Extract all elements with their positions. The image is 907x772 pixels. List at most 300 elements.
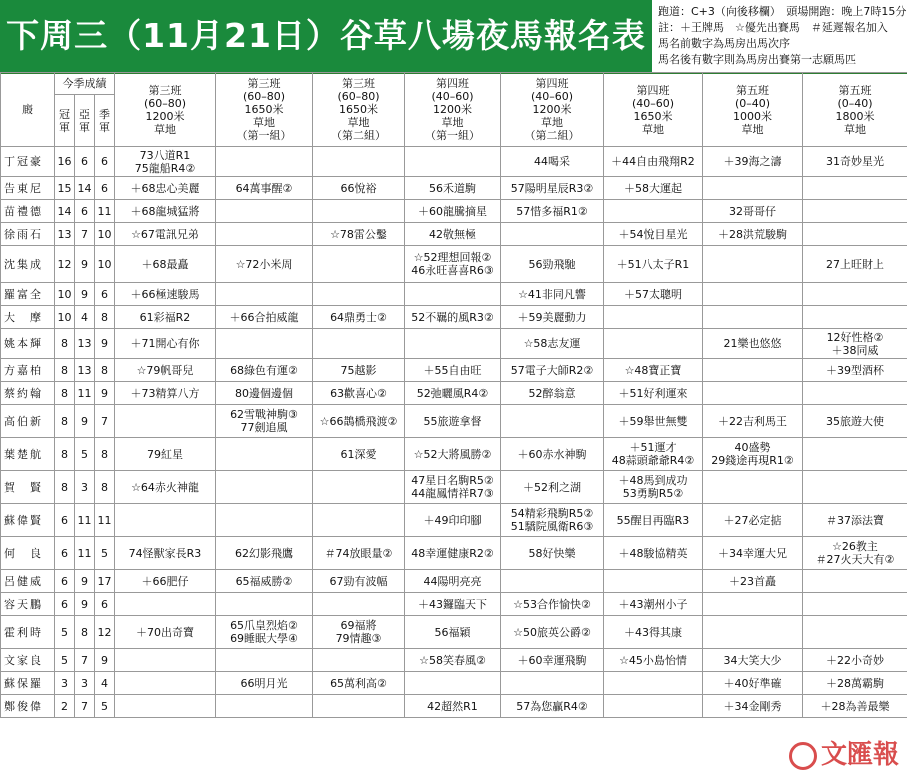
info-line: 跑道：C+3（向後移欄） 頭場開跑：晚上7時15分: [658, 5, 907, 18]
thirds-count: 8: [95, 306, 115, 329]
entry-cell: [803, 177, 907, 200]
season-header: 今季成績: [55, 73, 115, 95]
entry-cell: [703, 570, 803, 593]
entry-cell: [803, 405, 907, 438]
entry-cell: [501, 359, 604, 382]
horse-entry: ＋43得其康: [624, 625, 682, 639]
horse-entry: ＋60赤水神駒: [517, 447, 587, 461]
entry-cell: [115, 177, 216, 200]
horse-entry: 57為您贏R4②: [516, 699, 588, 713]
horse-entry: ☆66鵲橋飛渡②: [319, 414, 398, 428]
entry-cell: [405, 471, 501, 504]
seconds-count: 3: [75, 471, 95, 504]
wins-header: 冠 軍: [55, 95, 75, 147]
horse-entry: ☆52理想回報②: [413, 251, 492, 264]
horse-entry: 56福穎: [434, 625, 471, 639]
thirds-count: 6: [95, 593, 115, 616]
wins-count: 16: [55, 147, 75, 177]
seconds-count: 9: [75, 246, 95, 283]
entry-cell: [604, 504, 703, 537]
info-line: 註：＋王牌馬 ☆優先出賽馬 ＃延遲報名加入: [658, 21, 888, 34]
jockey-name: 霍利時: [1, 616, 55, 649]
horse-entry: ☆58笑春風②: [419, 653, 486, 667]
horse-entry: ☆45小島怡情: [619, 653, 687, 667]
entry-cell: [501, 306, 604, 329]
horse-entry: 54精彩飛駒R5②: [510, 507, 594, 520]
horse-entry: ＋51運才: [629, 441, 677, 454]
entry-cell: [501, 593, 604, 616]
entry-cell: [501, 438, 604, 471]
entry-cell: [501, 329, 604, 359]
horse-entry: 68綠色有運②: [230, 363, 298, 377]
jockey-header: 廄: [1, 73, 55, 147]
entry-cell: [803, 695, 907, 718]
entry-cell: [501, 649, 604, 672]
race-header-line: (0–40): [734, 96, 771, 110]
horse-entry: ＋66肥仔: [141, 574, 189, 588]
entry-cell: [216, 200, 313, 223]
race-header-line: (40–60): [530, 90, 574, 103]
wins-count: 8: [55, 359, 75, 382]
thirds-count: 5: [95, 537, 115, 570]
horse-entry: ＋22小奇妙: [826, 653, 884, 667]
info-line: 馬名前數字為馬房出馬次序: [658, 37, 790, 50]
entry-cell: [115, 306, 216, 329]
horse-entry: ＋54悅目星光: [618, 227, 688, 241]
entry-cell: [501, 223, 604, 246]
table-row: [1, 306, 907, 329]
entry-cell: [405, 359, 501, 382]
horse-entry: ＋66合拍威龍: [229, 310, 299, 324]
race-header-line: (60–80): [337, 90, 380, 103]
race-header-line: (0–40): [837, 96, 873, 110]
entry-cell: [803, 200, 907, 223]
entry-cell: [216, 649, 313, 672]
entry-cell: [216, 147, 313, 177]
jockey-name: 蘇保羅: [1, 672, 55, 695]
entry-cell: [216, 246, 313, 283]
entry-cell: [115, 537, 216, 570]
table-row: [1, 504, 907, 537]
horse-entry: 66悅裕: [340, 181, 377, 195]
race-header: [313, 73, 405, 147]
horse-entry: 77劍追風: [240, 421, 288, 434]
table-row: [1, 382, 907, 405]
entry-cell: [501, 471, 604, 504]
race-header-line: 草地: [541, 116, 563, 129]
entry-cell: [501, 147, 604, 177]
horse-entry: ＋73精算八方: [130, 386, 200, 400]
wins-count: 2: [55, 695, 75, 718]
entry-cell: [703, 200, 803, 223]
table-row: [1, 223, 907, 246]
jockey-name: 大 摩: [1, 306, 55, 329]
horse-entry: 55醒目再臨R3: [616, 513, 690, 527]
wins-count: 8: [55, 382, 75, 405]
entry-cell: [313, 177, 405, 200]
entry-cell: [803, 649, 907, 672]
entry-cell: [216, 223, 313, 246]
horse-entry: ＋28為善最樂: [820, 699, 890, 713]
horse-entry: 12好性格②: [826, 330, 884, 344]
thirds-header: 季 軍: [95, 95, 115, 147]
thirds-count: 17: [95, 570, 115, 593]
entry-cell: [313, 695, 405, 718]
thirds-count: 6: [95, 283, 115, 306]
entry-cell: [216, 537, 313, 570]
watermark: [759, 734, 899, 770]
seconds-count: 7: [75, 695, 95, 718]
horse-entry: 52醉翁意: [528, 386, 576, 400]
horse-entry: 40盛勢: [734, 441, 771, 454]
thirds-count: 11: [95, 200, 115, 223]
newspaper-logo-icon: [789, 742, 817, 770]
horse-entry: ＋34幸運大兄: [718, 546, 787, 560]
entry-cell: [703, 246, 803, 283]
race-header: [604, 73, 703, 147]
horse-entry: 44喝采: [534, 155, 570, 168]
entry-cell: [604, 672, 703, 695]
race-header-line: 1650米: [339, 103, 378, 116]
table-row: [1, 329, 907, 359]
wins-count: 13: [55, 223, 75, 246]
horse-entry: ＋44自由飛翔R2: [611, 155, 695, 168]
entry-cell: [216, 695, 313, 718]
race-header-line: （第二組）: [524, 129, 580, 142]
horse-entry: ＃74放眼量②: [324, 546, 393, 560]
horse-entry: 58好快樂: [528, 546, 576, 560]
wins-count: 8: [55, 438, 75, 471]
horse-entry: ＋59美麗動力: [517, 310, 587, 324]
seconds-count: 14: [75, 177, 95, 200]
wins-count: 10: [55, 306, 75, 329]
entry-cell: [703, 695, 803, 718]
entry-cell: [703, 593, 803, 616]
race-header-line: (40–60): [431, 90, 474, 103]
horse-entry: 48蒜頭爺爺R4②: [611, 454, 695, 467]
race-header-line: 1650米: [244, 103, 284, 116]
horse-entry: 29錢途再現R1②: [711, 454, 794, 467]
entry-cell: [313, 616, 405, 649]
entry-cell: [803, 537, 907, 570]
horse-entry: ＋68龍城猛將: [130, 204, 200, 218]
thirds-count: 8: [95, 471, 115, 504]
race-header: [501, 73, 604, 147]
horse-entry: ☆79帆哥兒: [136, 363, 194, 377]
horse-entry: ＋38同威: [831, 343, 879, 357]
entry-cell: [405, 246, 501, 283]
horse-entry: 65爪皇烈焰②: [230, 619, 298, 632]
race-header-line: 第三班: [342, 77, 375, 90]
table-row: [1, 593, 907, 616]
entry-cell: [405, 223, 501, 246]
table-row: [1, 200, 907, 223]
seconds-count: 8: [75, 616, 95, 649]
horse-entry: 34大笑大少: [723, 653, 782, 667]
entry-cell: [703, 306, 803, 329]
entry-cell: [501, 570, 604, 593]
entry-cell: [501, 504, 604, 537]
horse-entry: 63歡喜心②: [330, 386, 387, 400]
info-box: [652, 0, 907, 72]
thirds-count: 7: [95, 405, 115, 438]
jockey-name: 賀 賢: [1, 471, 55, 504]
race-header-line: 第五班: [736, 83, 769, 97]
race-header-line: 1200米: [532, 103, 572, 116]
entry-cell: [604, 593, 703, 616]
thirds-count: 10: [95, 223, 115, 246]
entry-cell: [115, 405, 216, 438]
race-header-line: 草地: [154, 122, 176, 136]
entry-cell: [604, 438, 703, 471]
entry-cell: [115, 147, 216, 177]
jockey-name: 鄭俊偉: [1, 695, 55, 718]
entry-cell: [803, 471, 907, 504]
entry-cell: [604, 246, 703, 283]
horse-entry: 80邊個邊個: [235, 386, 293, 400]
entry-cell: [703, 616, 803, 649]
entry-cell: [604, 405, 703, 438]
entry-cell: [604, 570, 703, 593]
entry-cell: [703, 672, 803, 695]
horse-entry: ＋60龍騰摘星: [418, 204, 487, 218]
entry-cell: [405, 695, 501, 718]
entry-cell: [703, 405, 803, 438]
horse-entry: ＋28洪荒駿駒: [718, 227, 787, 241]
horse-entry: ☆26教主: [832, 540, 878, 553]
horse-entry: 53勇駒R5②: [622, 487, 684, 500]
race-header-line: （第二組）: [331, 129, 386, 142]
horse-entry: 35旅遊大使: [826, 414, 884, 428]
horse-entry: 66明月光: [240, 676, 288, 690]
entry-cell: [313, 438, 405, 471]
entry-cell: [313, 246, 405, 283]
race-header-line: 第四班: [436, 77, 469, 90]
table-row: [1, 570, 907, 593]
horse-entry: ＋59舉世無雙: [618, 414, 688, 428]
horse-entry: ＋40好準確: [723, 676, 782, 690]
horse-entry: 57陽明星辰R3②: [510, 181, 594, 195]
entry-cell: [313, 649, 405, 672]
race-header-line: 草地: [441, 116, 464, 129]
wins-count: 8: [55, 405, 75, 438]
race-header-line: 1800米: [835, 109, 875, 123]
seconds-count: 6: [75, 200, 95, 223]
wins-count: 6: [55, 593, 75, 616]
entry-cell: [216, 405, 313, 438]
entry-cell: [115, 200, 216, 223]
horse-entry: 64鼎勇士②: [330, 310, 387, 324]
entry-cell: [313, 570, 405, 593]
entries-table: [0, 72, 907, 718]
horse-entry: 44陽明亮亮: [423, 574, 482, 588]
horse-entry: 44龍鳳情祥R7③: [411, 487, 494, 500]
jockey-name: 高伯新: [1, 405, 55, 438]
table-row: [1, 405, 907, 438]
horse-entry: 57惜多福R1②: [516, 204, 588, 218]
race-header-line: 第三班: [247, 77, 281, 90]
entry-cell: [501, 616, 604, 649]
horse-entry: ＋28萬霸駒: [826, 676, 884, 690]
horse-entry: ＋68忠心美麗: [130, 181, 200, 195]
entry-cell: [501, 246, 604, 283]
entry-cell: [703, 438, 803, 471]
horse-entry: ☆41非同凡響: [518, 287, 586, 301]
horse-entry: 42敬無極: [429, 227, 476, 241]
entry-cell: [604, 283, 703, 306]
seconds-count: 7: [75, 649, 95, 672]
horse-entry: ＋22吉利馬王: [718, 414, 787, 428]
horse-entry: ☆67電訊兄弟: [131, 227, 199, 241]
horse-entry: ☆72小米周: [235, 257, 293, 271]
entry-cell: [405, 283, 501, 306]
horse-entry: ☆53合作愉快②: [513, 597, 591, 611]
horse-entry: 27上旺財上: [826, 257, 884, 271]
horse-entry: ＋39海之濤: [723, 155, 782, 168]
horse-entry: 48幸運健康R2②: [411, 546, 494, 560]
entry-cell: [313, 223, 405, 246]
entry-cell: [703, 147, 803, 177]
entry-cell: [501, 200, 604, 223]
seconds-count: 9: [75, 405, 95, 438]
horse-entry: ＃27火天大有②: [815, 553, 895, 566]
race-header: [405, 73, 501, 147]
entry-cell: [313, 382, 405, 405]
entry-cell: [115, 593, 216, 616]
horse-entry: 73八道R1: [139, 148, 191, 162]
entry-cell: [703, 649, 803, 672]
horse-entry: 69福將: [340, 619, 377, 632]
horse-entry: 65萬利高②: [330, 676, 387, 690]
entry-cell: [216, 616, 313, 649]
entry-cell: [405, 616, 501, 649]
jockey-name: 容天鵬: [1, 593, 55, 616]
wins-count: 14: [55, 200, 75, 223]
race-header-line: 第五班: [838, 83, 872, 97]
entry-cell: [803, 382, 907, 405]
entry-cell: [604, 471, 703, 504]
info-line: 馬名後有數字則為馬房出賽第一志願馬匹: [658, 53, 856, 66]
horse-entry: ＋51八太子R1: [616, 257, 690, 271]
entry-cell: [313, 471, 405, 504]
horse-entry: 64萬事醒②: [235, 181, 293, 195]
entry-cell: [405, 504, 501, 537]
race-header: [115, 73, 216, 147]
race-header: [216, 73, 313, 147]
horse-entry: ＋34金剛秀: [723, 699, 782, 713]
horse-entry: ☆48寶正寶: [624, 363, 682, 377]
entry-cell: [604, 147, 703, 177]
entry-cell: [405, 382, 501, 405]
entry-cell: [216, 593, 313, 616]
race-header-line: 草地: [741, 122, 764, 136]
jockey-name: 徐雨石: [1, 223, 55, 246]
entry-cell: [803, 593, 907, 616]
table-row: [1, 283, 907, 306]
entry-cell: [313, 147, 405, 177]
entry-cell: [604, 306, 703, 329]
race-header-line: 1200米: [145, 109, 185, 123]
entry-cell: [604, 695, 703, 718]
seconds-count: 7: [75, 223, 95, 246]
watermark-text: 文匯報: [820, 740, 899, 770]
table-row: [1, 177, 907, 200]
entry-cell: [501, 177, 604, 200]
entry-cell: [115, 329, 216, 359]
wins-count: 3: [55, 672, 75, 695]
horse-entry: ＋57太聰明: [624, 287, 682, 301]
entry-cell: [313, 405, 405, 438]
race-header-line: (40–60): [631, 96, 675, 110]
table-row: [1, 616, 907, 649]
race-header-line: 第三班: [148, 83, 182, 97]
thirds-count: 6: [95, 147, 115, 177]
entry-cell: [501, 283, 604, 306]
horse-entry: ＋51好利運來: [618, 386, 688, 400]
horse-entry: 57電子大師R2②: [510, 363, 594, 377]
horse-entry: ＋58大運起: [624, 181, 682, 195]
wins-count: 10: [55, 283, 75, 306]
jockey-name: 沈集成: [1, 246, 55, 283]
race-header-line: 草地: [844, 122, 866, 136]
seconds-count: 9: [75, 570, 95, 593]
entry-cell: [405, 329, 501, 359]
entry-cell: [703, 382, 803, 405]
entry-cell: [216, 570, 313, 593]
wins-count: 5: [55, 649, 75, 672]
horse-entry: ＋71開心有你: [130, 337, 200, 350]
entry-cell: [604, 200, 703, 223]
entry-cell: [405, 147, 501, 177]
entry-cell: [405, 593, 501, 616]
entry-cell: [115, 570, 216, 593]
race-header-line: （第一組）: [425, 129, 480, 142]
race-header-line: 草地: [642, 122, 664, 136]
horse-entry: 52弛曬風R4②: [416, 386, 489, 400]
race-header-line: 草地: [347, 116, 370, 129]
entry-cell: [405, 537, 501, 570]
entry-cell: [803, 223, 907, 246]
thirds-count: 5: [95, 695, 115, 718]
wins-count: 5: [55, 616, 75, 649]
horse-entry: 21樂也悠悠: [723, 337, 782, 350]
seconds-count: 9: [75, 593, 95, 616]
thirds-count: 9: [95, 329, 115, 359]
entry-cell: [405, 306, 501, 329]
entry-cell: [216, 306, 313, 329]
race-header: [803, 73, 907, 147]
race-header-line: （第一組）: [236, 129, 292, 142]
race-header-line: 1000米: [733, 109, 772, 123]
entry-cell: [115, 672, 216, 695]
entry-cell: [216, 504, 313, 537]
horse-entry: 46永旺喜喜R6③: [411, 264, 494, 277]
entry-cell: [115, 283, 216, 306]
entry-cell: [115, 438, 216, 471]
entry-cell: [803, 147, 907, 177]
seconds-count: 5: [75, 438, 95, 471]
entry-cell: [115, 382, 216, 405]
seconds-count: 9: [75, 283, 95, 306]
entry-cell: [604, 359, 703, 382]
horse-entry: ☆58志友運: [523, 337, 581, 350]
jockey-name: 蔡約翰: [1, 382, 55, 405]
horse-entry: 31奇妙星光: [826, 155, 884, 168]
wins-count: 6: [55, 504, 75, 537]
horse-entry: ＋49印印腳: [423, 513, 482, 527]
seconds-count: 11: [75, 537, 95, 570]
entry-cell: [803, 672, 907, 695]
